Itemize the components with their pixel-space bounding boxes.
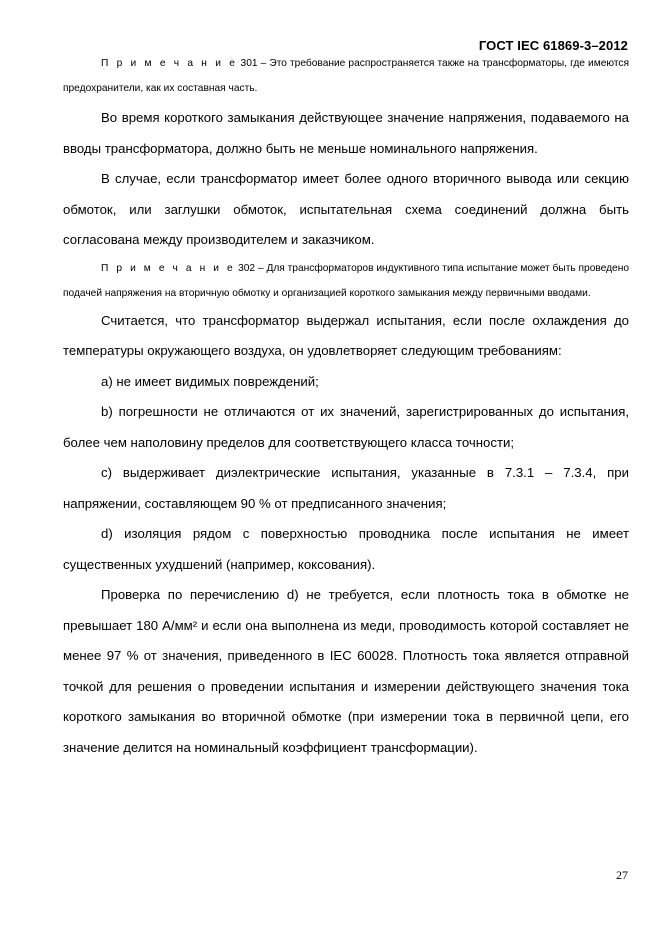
note-302-lead: П р и м е ч а н и е [101, 262, 236, 274]
list-item-d: d) изоляция рядом с поверхностью проводника после испытания не имеет существенных ухудшений (например, коксования). [63, 526, 629, 572]
note-301-lead: П р и м е ч а н и е [101, 58, 238, 69]
paragraph-test-pass-criteria: Считается, что трансформатор выдержал испытания, если после охлаждения до температуры окружающего воздуха, он удовлетворяет следующим требованиям: [63, 312, 629, 358]
paragraph-multiple-secondary: В случае, если трансформатор имеет более одного вторичного вывода или секцию обмоток, или заглушки обмоток, испытательная схема соединений должна быть согласована между производителем и заказчиком. [63, 171, 629, 247]
note-301 [63, 51, 629, 101]
paragraph-short-circuit-voltage: Во время короткого замыкания действующее значение напряжения, подаваемого на вводы трансформатора, должно быть не меньше номинального напряжения. [63, 110, 629, 156]
list-item-c: c) выдерживает диэлектрические испытания, указанные в 7.3.1 – 7.3.4, при напряжении, составляющем 90 % от предписанного значения; [63, 465, 629, 511]
list-item-a: a) не имеет видимых повреждений; [101, 373, 319, 389]
note-301-text: 301 – Это требование распространяется также на трансформаторы, где имеются предохранители, как их составная часть. [63, 58, 629, 94]
list-item-b: b) погрешности не отличаются от их значений, зарегистрированных до испытания, более чем наполовину пределов для соответствующего класса точности; [63, 404, 629, 450]
page-body [63, 51, 629, 763]
page-number: 27 [616, 868, 628, 882]
note-302 [63, 256, 629, 306]
note-302-text: 302 – Для трансформаторов индуктивного типа испытание может быть проведено подачей напряжения на вторичную обмотку и организацией короткого замыкания между первичными вводами. [63, 262, 630, 299]
document-id: ГОСТ IEC 61869-3–2012 [478, 38, 628, 53]
paragraph-current-density: Проверка по перечислению d) не требуется, если плотность тока в обмотке не превышает 180 А/мм² и если она выполнена из меди, проводимость которой составляет не менее 97 % от значения, приведенного в IEC 60028. Плотность тока является отправной точкой для решения о проведении испытания и измерении действующего значения тока короткого замыкания во вторичной обмотке (при измерении тока в первичной цепи, его значение делится на номинальный коэффициент трансформации). [63, 587, 629, 755]
